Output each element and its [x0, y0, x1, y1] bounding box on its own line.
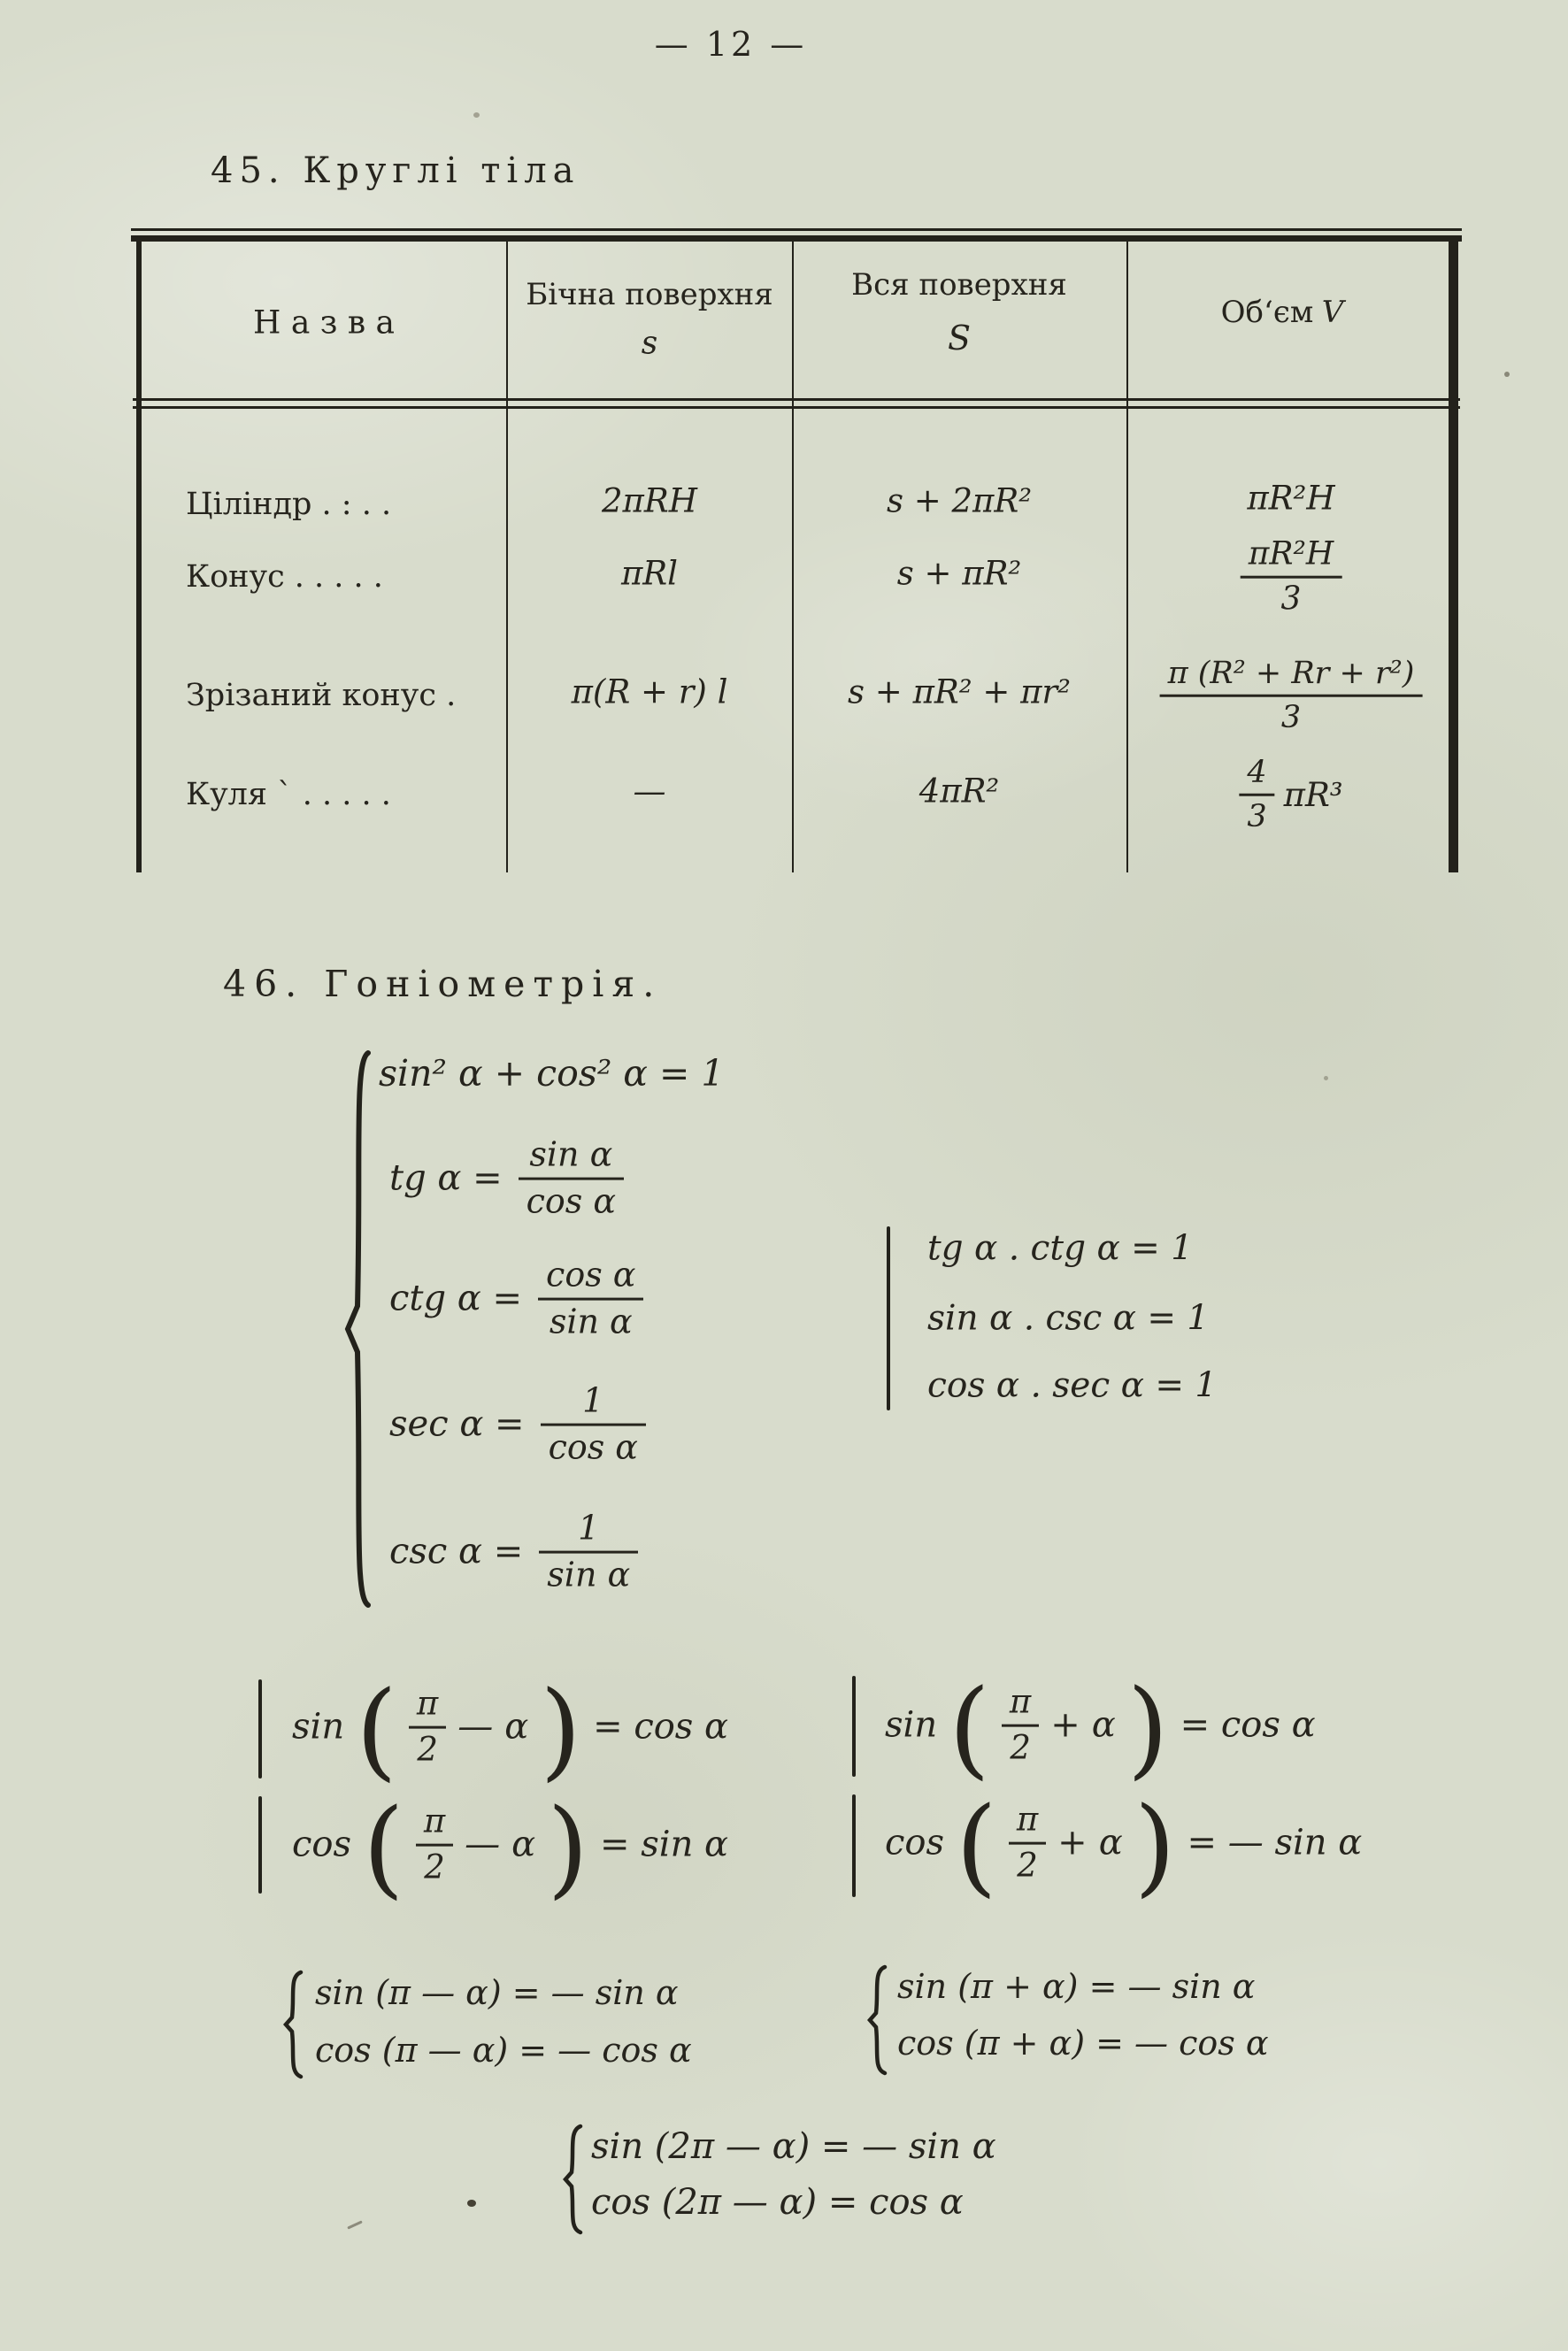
formula-cos-pi-minus: cos (π — α) = — cos α	[315, 2031, 692, 2070]
table-divider-1	[506, 242, 508, 872]
header-separator-rule-a	[133, 398, 1460, 401]
row-sphere-total: 4πR²	[919, 772, 1000, 811]
halfpi-num: π	[416, 1684, 439, 1723]
formula-cos-sec-product: cos α . sec α = 1	[927, 1365, 1218, 1406]
row-cone-lateral: πRl	[620, 554, 679, 593]
csc-lhs: csc α =	[389, 1532, 524, 1572]
row-cone-total: s + πR²	[896, 554, 1022, 593]
sec-lhs: sec α =	[389, 1404, 525, 1445]
formula-sin-pi-minus: sin (π — α) = — sin α	[315, 1973, 679, 2012]
row-cylinder-name: Ціліндр . : . .	[186, 487, 392, 522]
ctg-numerator: cos α	[546, 1255, 636, 1295]
column-header-total-symbol: S	[947, 319, 972, 357]
halfpi-den: 2	[1017, 1846, 1038, 1885]
fn: cos	[885, 1823, 945, 1863]
operator: +	[1057, 1823, 1088, 1863]
cone-volume-numerator: πR²H	[1248, 535, 1334, 572]
rhs: = cos α	[593, 1707, 729, 1748]
formula-cos-halfpi-minus: cos ( $\frac{\pi}{2}$ — α ) = sin α	[292, 1787, 729, 1910]
column-header-name: Н а з в а	[253, 304, 395, 342]
tg-lhs: tg α =	[389, 1158, 503, 1199]
column-header-volume-symbol: V	[1321, 295, 1344, 330]
csc-numerator: 1	[578, 1508, 600, 1548]
table-divider-2	[792, 242, 794, 872]
paper-speck	[1504, 372, 1510, 377]
pi-plus-brace	[858, 1964, 890, 2076]
row-truncated-cone-name: Зрізаний конус .	[186, 678, 457, 713]
row-cone-name: Конус . . . . .	[186, 559, 383, 595]
row-truncated-cone-volume-fraction	[1160, 657, 1423, 734]
section-46-heading: 46. Гоніометрія.	[223, 963, 663, 1005]
rhs: = — sin α	[1187, 1823, 1363, 1863]
paper-speck	[1324, 1076, 1328, 1080]
halfpi-den: 2	[417, 1730, 438, 1769]
formula-ctg	[389, 1255, 643, 1341]
halfpi-bar-4	[852, 1794, 856, 1897]
fn: sin	[292, 1707, 345, 1748]
formula-tg	[389, 1134, 624, 1221]
halfpi-den: 2	[424, 1848, 445, 1886]
two-pi-brace	[554, 2124, 586, 2235]
column-header-lateral-symbol: s	[641, 325, 658, 362]
row-truncated-cone-total: s + πR² + πr²	[848, 672, 1071, 711]
rhs: = cos α	[1180, 1705, 1316, 1746]
halfpi-den: 2	[1010, 1728, 1031, 1767]
halfpi-num: π	[423, 1802, 446, 1840]
pi-minus-brace	[274, 1970, 306, 2079]
paper-speck	[347, 2220, 363, 2229]
sec-numerator: 1	[582, 1380, 604, 1420]
rhs: = sin α	[600, 1825, 729, 1865]
table-top-thin-rule	[131, 228, 1462, 231]
header-separator-rule-b	[133, 406, 1460, 409]
formula-sin-csc-product: sin α . csc α = 1	[927, 1298, 1210, 1339]
row-sphere-name: Куля ` . . . . .	[186, 777, 391, 812]
ctg-denominator: sin α	[549, 1302, 633, 1341]
row-cone-volume-fraction	[1241, 535, 1342, 618]
sphere-volume-pre-numerator: 4	[1247, 754, 1267, 790]
row-cylinder-total: s + 2πR²	[886, 481, 1033, 520]
table-divider-3	[1126, 242, 1128, 872]
row-sphere-volume	[1239, 754, 1343, 834]
argument: α	[511, 1825, 536, 1865]
formula-sin-pi-plus: sin (π + α) = — sin α	[897, 1967, 1256, 2006]
row-sphere-lateral: —	[633, 772, 666, 811]
row-cylinder-lateral: 2πRH	[602, 481, 697, 520]
table-top-thick-rule	[131, 235, 1462, 242]
formula-pythagorean: sin² α + cos² α = 1	[379, 1052, 725, 1095]
table-right-border	[1449, 237, 1458, 872]
page-number: — 12 —	[654, 25, 808, 64]
ctg-lhs: ctg α =	[389, 1279, 523, 1319]
paper-speck	[467, 2200, 476, 2207]
section-45-heading: 45. Круглі тіла	[211, 150, 580, 191]
fn: cos	[292, 1825, 352, 1865]
formula-sin-two-pi-minus: sin (2π — α) = — sin α	[591, 2126, 996, 2167]
truncated-cone-volume-numerator: π (R² + Rr + r²)	[1167, 655, 1415, 691]
formula-sin-halfpi-minus: sin ( $\frac{\pi}{2}$ — α ) = cos α	[292, 1670, 729, 1793]
formula-cos-pi-plus: cos (π + α) = — cos α	[897, 2024, 1269, 2063]
operator: —	[465, 1825, 501, 1865]
formula-cos-halfpi-plus: cos ( $\frac{\pi}{2}$ + α ) = — sin α	[885, 1786, 1363, 1909]
argument: α	[504, 1707, 529, 1748]
argument: α	[1091, 1705, 1116, 1746]
formula-tg-ctg-product: tg α . ctg α = 1	[927, 1228, 1194, 1269]
operator: +	[1050, 1705, 1080, 1746]
formula-sec	[389, 1380, 646, 1467]
product-group-bar	[887, 1226, 890, 1410]
formula-cos-two-pi-minus: cos (2π — α) = cos α	[591, 2182, 964, 2223]
operator: —	[457, 1707, 494, 1748]
halfpi-bar-1	[258, 1679, 262, 1779]
truncated-cone-volume-denominator: 3	[1280, 699, 1302, 735]
column-header-lateral: Бічна поверхня	[526, 277, 773, 312]
row-truncated-cone-lateral: π(R + r) l	[571, 672, 728, 711]
round-solids-table	[136, 228, 1458, 874]
sec-denominator: cos α	[548, 1427, 638, 1467]
halfpi-num: π	[1016, 1800, 1039, 1839]
fn: sin	[885, 1705, 938, 1746]
column-header-volume: Об‘єм	[1220, 295, 1314, 330]
halfpi-bar-2	[258, 1796, 262, 1894]
csc-denominator: sin α	[547, 1555, 631, 1594]
argument: α	[1098, 1823, 1123, 1863]
tall-left-brace	[334, 1049, 375, 1609]
column-header-total: Вся поверхня	[851, 267, 1067, 303]
formula-sin-halfpi-plus: sin ( $\frac{\pi}{2}$ + α ) = cos α	[885, 1668, 1316, 1791]
sphere-volume-pre-denominator: 3	[1247, 798, 1267, 834]
halfpi-bar-3	[852, 1676, 856, 1777]
table-left-border	[136, 237, 142, 872]
sphere-volume-term: πR³	[1283, 775, 1343, 814]
paper-speck	[473, 112, 480, 118]
row-cylinder-volume: πR²H	[1247, 479, 1335, 518]
tg-denominator: cos α	[526, 1181, 617, 1221]
halfpi-num: π	[1009, 1682, 1032, 1721]
cone-volume-denominator: 3	[1280, 580, 1302, 618]
tg-numerator: sin α	[529, 1134, 613, 1174]
formula-csc	[389, 1508, 638, 1594]
